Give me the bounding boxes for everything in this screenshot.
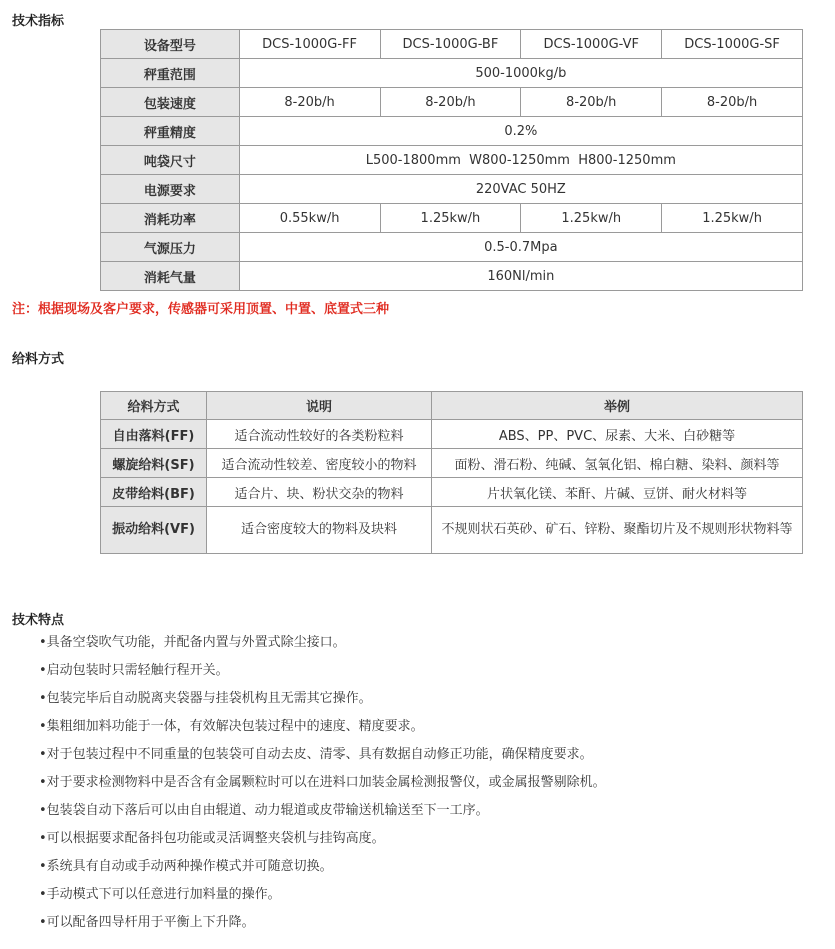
feeding-desc: 适合流动性较好的各类粉粒料	[207, 420, 432, 449]
feeding-desc: 适合流动性较差、密度较小的物料	[207, 449, 432, 478]
column-header: 说明	[207, 392, 432, 420]
list-item: •对于包装过程中不同重量的包装袋可自动去皮、清零、具有数据自动修正功能，确保精度要求。	[39, 747, 593, 762]
power-cell: 1.25kw/h	[662, 204, 803, 233]
model-cell: DCS-1000G-FF	[239, 30, 380, 59]
list-item: •具备空袋吹气功能，并配备内置与外置式除尘接口。	[39, 635, 346, 650]
air-pressure-value: 0.5-0.7Mpa	[239, 233, 802, 262]
speed-cell: 8-20b/h	[521, 88, 662, 117]
row-header-accuracy: 秤重精度	[101, 117, 240, 146]
model-cell: DCS-1000G-SF	[662, 30, 803, 59]
table-row	[101, 117, 803, 146]
table-row	[101, 233, 803, 262]
list-item: •包装完毕后自动脱离夹袋器与挂袋机构且无需其它操作。	[39, 691, 372, 706]
table-row	[101, 507, 803, 554]
feeding-example: 面粉、滑石粉、纯碱、氢氧化铝、棉白糖、染料、颜料等	[432, 449, 803, 478]
row-header-power-supply: 电源要求	[101, 175, 240, 204]
table-row	[101, 88, 803, 117]
list-item: •手动模式下可以任意进行加料量的操作。	[39, 887, 281, 902]
specs-table	[100, 29, 803, 291]
speed-cell: 8-20b/h	[239, 88, 380, 117]
column-header: 给料方式	[101, 392, 207, 420]
feeding-desc: 适合密度较大的物料及块料	[207, 507, 432, 554]
list-item: •对于要求检测物料中是否含有金属颗粒时可以在进料口加装金属检测报警仪，或金属报警剔除机。	[39, 775, 606, 790]
feeding-example: ABS、PP、PVC、尿素、大米、白砂糖等	[432, 420, 803, 449]
row-header-bag-size: 吨袋尺寸	[101, 146, 240, 175]
list-item: •集粗细加料功能于一体，有效解决包装过程中的速度、精度要求。	[39, 719, 424, 734]
feeding-method: 螺旋给料(SF)	[101, 449, 207, 478]
row-header-range: 秤重范围	[101, 59, 240, 88]
table-row	[101, 30, 803, 59]
speed-cell: 8-20b/h	[380, 88, 521, 117]
bag-size-value: L500-1800mm W800-1250mm H800-1250mm	[239, 146, 802, 175]
table-row	[101, 449, 803, 478]
list-item: •包装袋自动下落后可以由自由辊道、动力辊道或皮带输送机输送至下一工序。	[39, 803, 489, 818]
table-row	[101, 146, 803, 175]
row-header-speed: 包装速度	[101, 88, 240, 117]
row-header-air-pressure: 气源压力	[101, 233, 240, 262]
feeding-heading: 给料方式	[12, 352, 65, 367]
column-header: 举例	[432, 392, 803, 420]
specs-heading: 技术指标	[12, 14, 65, 29]
feeding-example: 不规则状石英砂、矿石、锌粉、聚酯切片及不规则形状物料等	[432, 507, 803, 554]
speed-cell: 8-20b/h	[662, 88, 803, 117]
model-cell: DCS-1000G-VF	[521, 30, 662, 59]
air-consumption-value: 160Nl/min	[239, 262, 802, 291]
feeding-method: 皮带给料(BF)	[101, 478, 207, 507]
feeding-desc: 适合片、块、粉状交杂的物料	[207, 478, 432, 507]
row-header-air-consumption: 消耗气量	[101, 262, 240, 291]
table-row	[101, 204, 803, 233]
range-value: 500-1000kg/b	[239, 59, 802, 88]
row-header-model: 设备型号	[101, 30, 240, 59]
list-item: •启动包装时只需轻触行程开关。	[39, 663, 229, 678]
list-item: •系统具有自动或手动两种操作模式并可随意切换。	[39, 859, 333, 874]
power-supply-value: 220VAC 50HZ	[239, 175, 802, 204]
accuracy-value: 0.2%	[239, 117, 802, 146]
feeding-method: 振动给料(VF)	[101, 507, 207, 554]
list-item: •可以配备四导杆用于平衡上下升降。	[39, 915, 255, 930]
power-cell: 1.25kw/h	[521, 204, 662, 233]
feeding-example: 片状氧化镁、苯酐、片碱、豆饼、耐火材料等	[432, 478, 803, 507]
feeding-table	[100, 391, 803, 554]
sensor-note: 注：根据现场及客户要求，传感器可采用顶置、中置、底置式三种	[12, 302, 390, 317]
table-row	[101, 420, 803, 449]
features-list	[39, 634, 606, 942]
features-heading: 技术特点	[12, 613, 65, 628]
table-row	[101, 59, 803, 88]
table-row	[101, 478, 803, 507]
table-header-row	[101, 392, 803, 420]
list-item: •可以根据要求配备抖包功能或灵活调整夹袋机与挂钩高度。	[39, 831, 385, 846]
table-row	[101, 262, 803, 291]
row-header-power: 消耗功率	[101, 204, 240, 233]
power-cell: 1.25kw/h	[380, 204, 521, 233]
model-cell: DCS-1000G-BF	[380, 30, 521, 59]
feeding-method: 自由落料(FF)	[101, 420, 207, 449]
table-row	[101, 175, 803, 204]
power-cell: 0.55kw/h	[239, 204, 380, 233]
